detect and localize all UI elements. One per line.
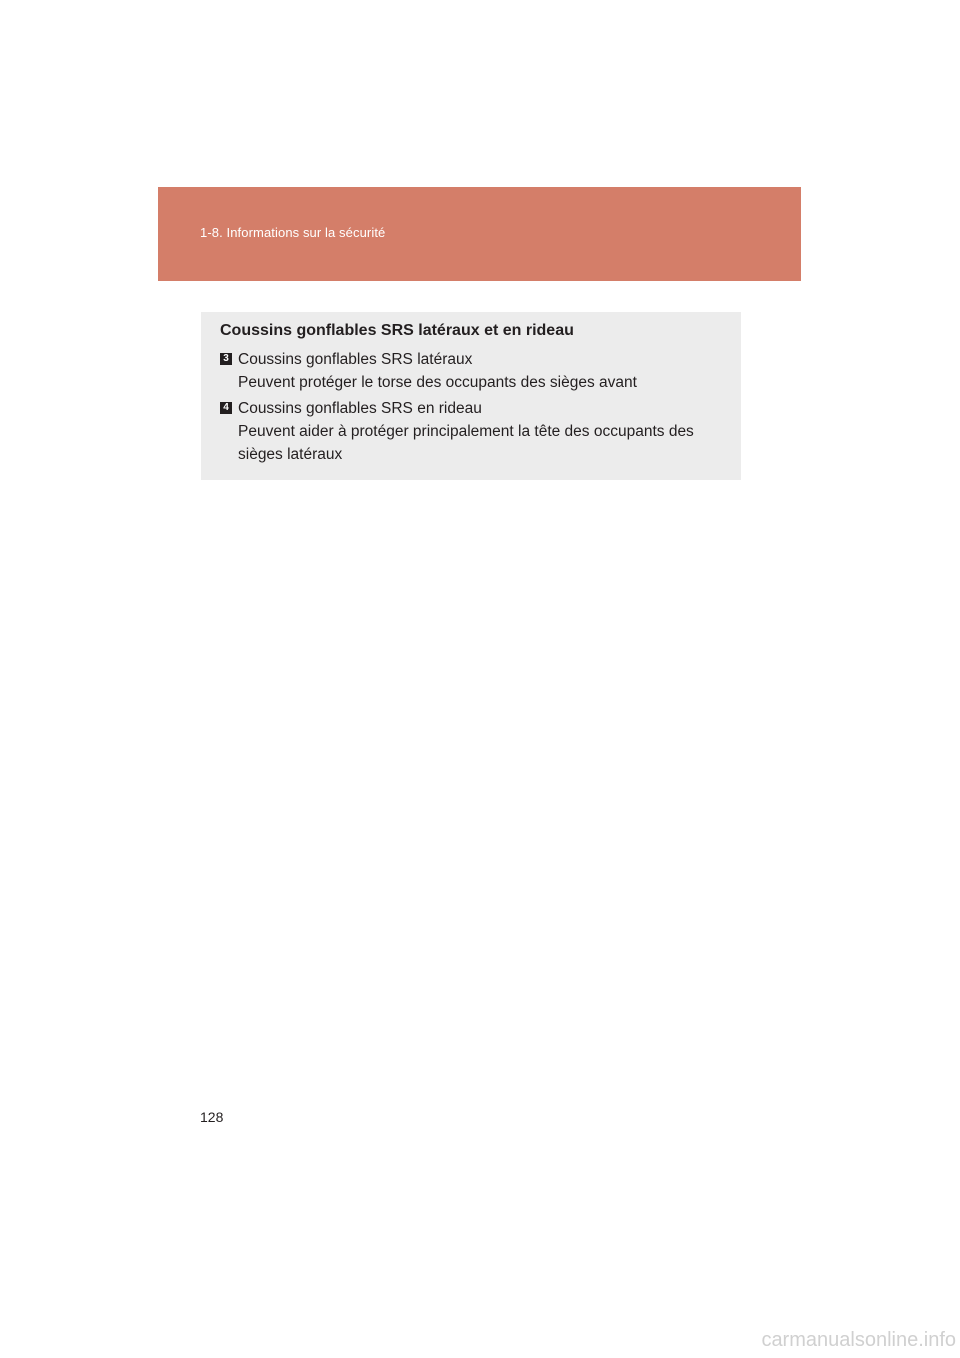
item-name: Coussins gonflables SRS en rideau bbox=[238, 400, 482, 417]
list-item bbox=[220, 397, 725, 466]
box-title: Coussins gonflables SRS latéraux et en rideau bbox=[220, 322, 574, 339]
number-badge: 3 bbox=[220, 353, 232, 365]
info-box bbox=[201, 312, 741, 480]
section-title: 1-8. Informations sur la sécurité bbox=[200, 225, 386, 240]
item-description: Peuvent aider à protéger principalement la tête des occupants des sièges latéraux bbox=[238, 423, 694, 463]
item-name: Coussins gonflables SRS latéraux bbox=[238, 351, 473, 368]
item-description: Peuvent protéger le torse des occupants des sièges avant bbox=[238, 374, 637, 391]
page-number: 128 bbox=[200, 1109, 224, 1125]
list-item bbox=[220, 348, 725, 394]
section-header-band bbox=[158, 187, 801, 281]
watermark: carmanualsonline.info bbox=[761, 1329, 956, 1351]
number-badge: 4 bbox=[220, 402, 232, 414]
